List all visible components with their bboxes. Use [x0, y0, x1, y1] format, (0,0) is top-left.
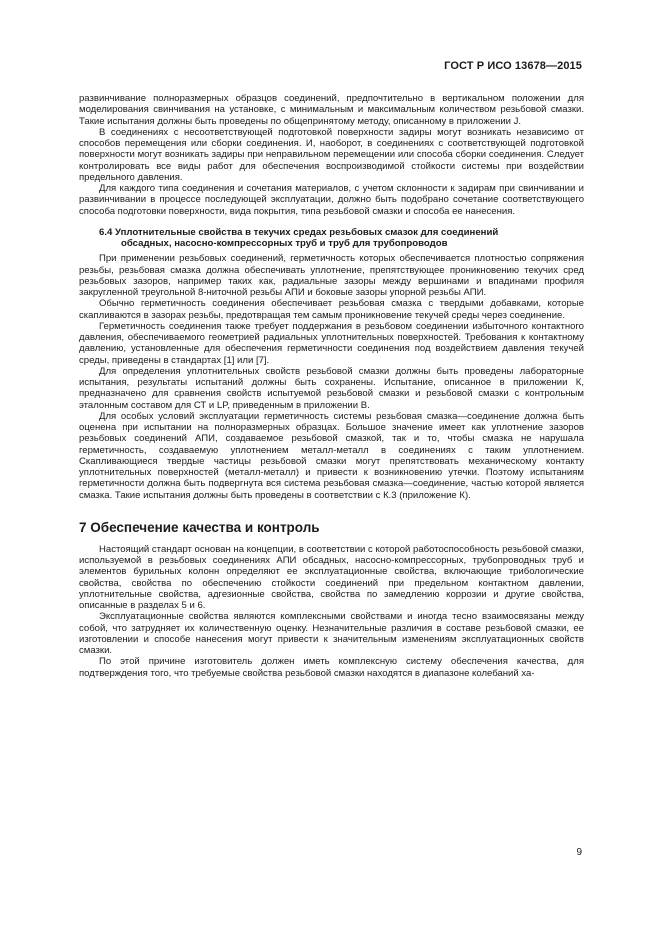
subsection-heading-line2: обсадных, насосно-компрессорных труб и труб для трубопроводов [121, 238, 448, 249]
subsection-heading-line1: 6.4 Уплотнительные свойства в текучих средах резьбовых смазок для соединений [99, 226, 499, 238]
document-header: ГОСТ Р ИСО 13678—2015 [444, 60, 582, 72]
paragraph: развинчивание полноразмерных образцов соединений, предпочтительно в вертикальном положении для моделирования свинчивания на установке, с минимальным и максимальным количеством резьбовой смазки. Такие испытания должны быть проведены по общепринятому методу, описанному в приложении J. [79, 93, 584, 127]
page-number: 9 [576, 847, 582, 858]
paragraph: Герметичность соединения также требует поддержания в резьбовом соединении избыточного контактного давления, обеспечиваемого геометрией радиальных уплотнительных поверхностей. Требования к контактному давлению, установленные для обеспечения герметичности соединения под воздействием давления текучей среды, приведены в стандартах [1] или [7]. [79, 320, 584, 366]
paragraph: Для каждого типа соединения и сочетания материалов, с учетом склонности к задирам при свинчивании и развинчивании в процессе последующей эксплуатации, должно быть подобрано сочетание соответствующего способа подготовки поверхности, вида покрытия, типа резьбовой смазки и способа ее нанесения. [79, 183, 584, 217]
section-heading: 7 Обеспечение качества и контроль [79, 519, 320, 535]
subsection-heading [79, 227, 584, 250]
paragraph: Для особых условий эксплуатации герметичность системы резьбовая смазка—соединение должна быть оценена при испытании на полноразмерных образцах. Большое значение имеет как уплотнение зазоров резьбовых соединений АПИ, создаваемое резьбовой смазкой, так и то, чтобы смазка не нарушала герметичность, создаваемую уплотнением металл-металл в соединениях с таким уплотнением. Скапливающиеся твердые частицы резьбовой смазки могут препятствовать механическому контакту уплотнительных поверхностей (металл-металл) и привести к возникновению утечки. Поэтому испытаниям герметичности должна быть подвергнута вся система резьбовая смазка—соединение, частью которой является смазка. Такие испытания должны быть проведены в соответствии с К.3 (приложение К). [79, 410, 584, 501]
paragraph: По этой причине изготовитель должен иметь комплексную систему обеспечения качества, для подтверждения того, что требуемые свойства резьбовой смазки находятся в диапазоне колебаний ха- [79, 656, 584, 679]
paragraph: Обычно герметичность соединения обеспечивает резьбовая смазка с твердыми добавками, которые скапливаются в зазорах резьбы, предотвращая тем самым проникновение текучей среды через соединение. [79, 298, 584, 321]
paragraph: Для определения уплотнительных свойств резьбовой смазки должны быть проведены лабораторные испытания, результаты испытаний должны быть сохранены. Испытание, описанное в приложении К, предназначено для сравнения свойств испытуемой резьбовой смазки и резьбовой смазки с контрольным эталонным составом для СТ и LP, приведенным в приложении В. [79, 365, 584, 411]
paragraph: Эксплуатационные свойства являются комплексными свойствами и иногда тесно взаимосвязаны между собой, что затрудняет их количественную оценку. Незначительные различия в составе резьбовой смазки, ее изготовлении и способе нанесения могут привести к значительным изменениям эксплуатационных свойств смазки. [79, 611, 584, 656]
paragraph: В соединениях с несоответствующей подготовкой поверхности задиры могут возникать независимо от способов перемещения или сборки соединения. И, наоборот, в соединениях с соответствующей подготовкой поверхности могут возникать задиры при неправильном перемещении или способа сборки соединения. Следует контролировать все виды работ для обеспечения воспроизводимой стойкости системы при воздействии предельного давления. [79, 126, 584, 183]
paragraph: При применении резьбовых соединений, герметичность которых обеспечивается плотностью сопряжения резьбы, резьбовая смазка должна обеспечивать уплотнение, препятствующее проникновению текучих сред резьбовых зазоров, например таких как, радиальные зазоры между вершинами и впадинами профиля закругленной треугольной 8-ниточной резьбы АПИ и боковые зазоры упорной резьбы АПИ. [79, 253, 584, 298]
paragraph: Настоящий стандарт основан на концепции, в соответствии с которой работоспособность резьбовой смазки, используемой в резьбовых соединениях АПИ обсадных, насосно-компрессорных, трубопроводных труб и элементов бурильных колонн определяют ее эксплуатационные свойства, включающие трибологические свойства, свойства по обеспечению стойкости соединений при предельном контактном давлении, уплотнительные свойства, адгезионные свойства, свойства по замедлению коррозии и другие свойства, описанные в разделах 5 и 6. [79, 543, 584, 611]
page-body [79, 93, 584, 679]
